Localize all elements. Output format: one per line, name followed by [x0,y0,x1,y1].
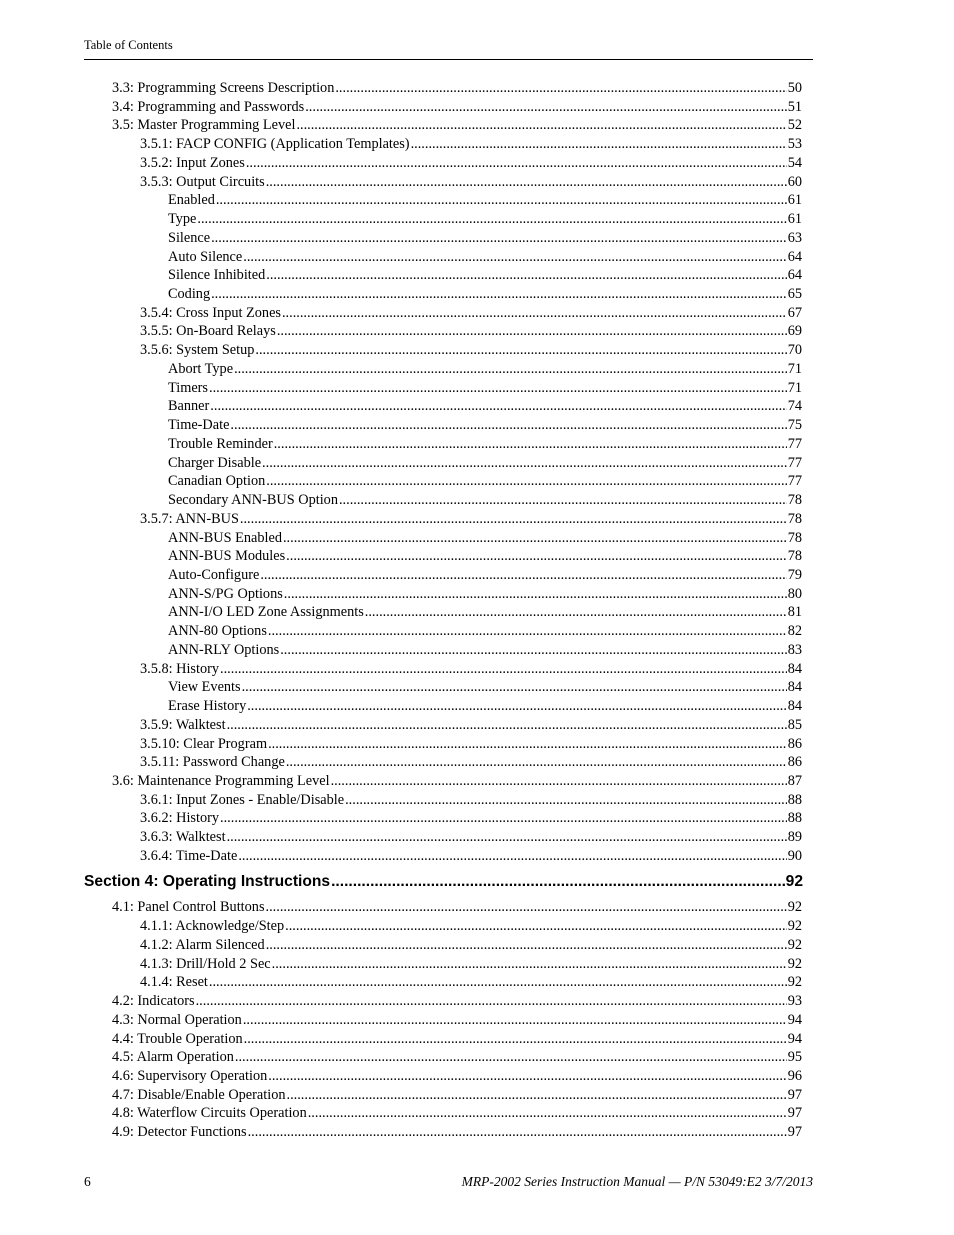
toc-entry-page: 77 [787,435,802,452]
toc-entry-page: 93 [787,993,802,1010]
toc-entry[interactable] [140,154,802,173]
dot-leader [209,973,787,992]
toc-entry[interactable] [140,791,802,810]
toc-entry-page: 75 [787,417,802,434]
dot-leader [331,873,785,892]
toc-entry-page: 95 [787,1049,802,1066]
toc-entry[interactable] [140,735,802,754]
toc-entry-page: 78 [787,529,802,546]
toc-entry-title: 3.5.2: Input Zones [140,154,245,171]
dot-leader [235,1048,787,1067]
header-rule [84,59,813,60]
toc-entry-title: 3.5.3: Output Circuits [140,173,265,190]
toc-entry-title: 3.5: Master Programming Level [112,117,296,134]
toc-entry-title: Silence Inhibited [168,267,266,284]
dot-leader [209,379,787,398]
dot-leader [211,285,787,304]
dot-leader [266,472,786,491]
toc-entry-page: 54 [787,154,802,171]
toc-entry[interactable] [112,1011,802,1030]
toc-entry-page: 84 [787,660,802,677]
dot-leader [216,191,787,210]
dot-leader [248,1123,787,1142]
toc-entry-title: 3.6.3: Walktest [140,829,226,846]
toc-entry-page: 92 [787,974,802,991]
toc-entry[interactable] [168,697,802,716]
toc-entry-page: 94 [787,1011,802,1028]
toc-entry[interactable] [140,828,802,847]
toc-entry-page: 88 [787,791,802,808]
toc-entry[interactable] [112,898,802,917]
toc-entry-title: 4.7: Disable/Enable Operation [112,1086,286,1103]
toc-entry-page: 88 [787,810,802,827]
toc-entry-page: 80 [787,585,802,602]
toc-entry[interactable] [168,454,802,473]
toc-entry[interactable] [168,529,802,548]
dot-leader [210,397,786,416]
running-header: Table of Contents [84,38,173,52]
toc-entry-page: 97 [787,1105,802,1122]
toc-entry-page: 60 [787,173,802,190]
toc-entry[interactable] [112,79,802,98]
toc-entry-title: Silence [168,229,211,246]
toc-entry-page: 83 [787,641,802,658]
toc-entry-page: 65 [787,286,802,303]
dot-leader [411,135,787,154]
toc-entry[interactable] [140,341,802,360]
toc-entry-title: 3.5.4: Cross Input Zones [140,304,281,321]
dot-leader [238,847,786,866]
dot-leader [286,547,787,566]
toc-entry-title: Timers [168,379,208,396]
toc-entry-title: 3.5.7: ANN-BUS [140,510,239,527]
toc-entry-page: 78 [787,548,802,565]
toc-entry-title: ANN-80 Options [168,623,267,640]
toc-entry[interactable] [168,191,802,210]
toc-entry-title: 4.2: Indicators [112,993,195,1010]
toc-entry-page: 97 [787,1086,802,1103]
dot-leader [266,173,787,192]
toc-entry-title: Type [168,211,197,228]
toc-entry-page: 78 [787,492,802,509]
toc-entry-page: 89 [787,829,802,846]
dot-leader [345,791,787,810]
toc-entry[interactable] [140,917,802,936]
toc-entry-page: 71 [787,360,802,377]
toc-entry-title: Erase History [168,698,247,715]
toc-entry-title: 4.1: Panel Control Buttons [112,899,265,916]
dot-leader [244,1030,787,1049]
toc-entry-title: 3.5.10: Clear Program [140,735,268,752]
dot-leader [240,510,787,529]
dot-leader [331,772,787,791]
toc-entry-title: 4.4: Trouble Operation [112,1030,243,1047]
toc-entry[interactable] [112,1030,802,1049]
toc-entry[interactable] [112,1067,802,1086]
toc-entry-page: 78 [787,510,802,527]
manual-title: MRP-2002 Series Instruction Manual — P/N 53049:E2 3/7/2013 [461,1174,813,1189]
toc-entry[interactable] [168,566,802,585]
toc-entry-title: 3.5.8: History [140,660,220,677]
toc-entry-page: 70 [787,342,802,359]
toc-entry-title: ANN-RLY Options [168,641,280,658]
dot-leader [285,917,787,936]
dot-leader [268,622,787,641]
toc-entry[interactable] [112,116,802,135]
toc-entry-page: 87 [787,773,802,789]
dot-leader [197,210,786,229]
toc-entry[interactable] [140,135,802,154]
toc-entry-page: 92 [787,936,802,953]
toc-entry-title: 4.1.1: Acknowledge/Step [140,918,285,935]
dot-leader [266,936,787,955]
toc-entry-title: 3.3: Programming Screens Description [112,80,335,96]
dot-leader [274,435,787,454]
toc-entry-page: 77 [787,473,802,490]
toc-entry-title: ANN-I/O LED Zone Assignments [168,604,364,621]
toc-entry-page: 86 [787,735,802,752]
toc-entry-page: 69 [787,323,802,340]
dot-leader [247,697,786,716]
dot-leader [242,678,787,697]
toc-entry[interactable] [112,1086,802,1105]
toc-entry-page: 92 [787,955,802,972]
dot-leader [268,735,787,754]
toc-entry-title: 3.4: Programming and Passwords [112,98,305,115]
toc-entry-title: Banner [168,398,210,415]
toc-entry-page: 79 [787,566,802,583]
dot-leader [220,660,787,679]
toc-entry[interactable] [168,397,802,416]
toc-entry-title: 3.6.2: History [140,810,220,827]
toc-entry[interactable] [112,1104,802,1123]
toc-entry[interactable] [168,285,802,304]
toc-entry[interactable] [140,847,802,866]
toc-entry[interactable] [140,973,802,992]
toc-entry-title: 3.6.1: Input Zones - Enable/Disable [140,791,345,808]
toc-entry[interactable] [112,772,802,791]
toc-entry-page: 63 [787,229,802,246]
toc-entry-title: 4.8: Waterflow Circuits Operation [112,1105,307,1122]
toc-entry-title: Charger Disable [168,454,262,471]
toc-entry-page: 82 [787,623,802,640]
toc-entry[interactable] [140,936,802,955]
toc-entry-page: 71 [787,379,802,396]
toc-entry[interactable] [140,173,802,192]
toc-entry-title: Trouble Reminder [168,435,273,452]
toc-entry-title: 4.9: Detector Functions [112,1124,247,1141]
toc-entry-page: 85 [787,716,802,733]
toc-entry-title: 3.5.9: Walktest [140,716,226,733]
toc-entry[interactable] [168,585,802,604]
toc-entry-page: 84 [787,679,802,696]
toc-entry-title: Enabled [168,192,215,209]
dot-leader [260,566,786,585]
page-number: 6 [84,1174,91,1189]
toc-entry-title: Secondary ANN-BUS Option [168,492,338,509]
dot-leader [255,341,786,360]
dot-leader [280,641,786,660]
toc-entry-title: Section 4: Operating Instructions [84,872,331,890]
toc-entry[interactable] [168,491,802,510]
toc-entry-page: 86 [787,754,802,771]
toc-entry-page: 94 [787,1030,802,1047]
toc-entry-page: 77 [787,454,802,471]
toc-entry-title: 3.5.1: FACP CONFIG (Application Templates) [140,136,410,153]
toc-entry[interactable] [168,416,802,435]
toc-entry[interactable] [140,304,802,323]
dot-leader [268,1067,786,1086]
toc-entry-title: Coding [168,286,211,303]
dot-leader [335,79,786,98]
toc-entry-page: 52 [787,117,802,134]
toc-entry[interactable] [112,1048,802,1067]
dot-leader [220,809,787,828]
toc-entry[interactable] [140,955,802,974]
toc-entry-page: 51 [787,98,802,115]
toc-entry-title: 4.6: Supervisory Operation [112,1067,268,1084]
toc-entry[interactable] [140,660,802,679]
toc-entry[interactable] [140,716,802,735]
toc-entry-title: 4.3: Normal Operation [112,1011,242,1028]
toc-entry-title: Auto-Configure [168,566,260,583]
toc-entry[interactable] [168,229,802,248]
toc-entry-title: Canadian Option [168,473,266,490]
dot-leader [277,322,787,341]
dot-leader [262,454,787,473]
toc-entry-title: Time-Date [168,417,230,434]
toc-entry-title: 4.1.4: Reset [140,974,208,991]
toc-entry-title: 3.6.4: Time-Date [140,847,238,864]
toc-entry-title: ANN-BUS Modules [168,548,286,565]
toc-entry-title: 3.5.5: On-Board Relays [140,323,276,340]
toc-entry-page: 61 [787,211,802,228]
toc-entry-title: 3.5.6: System Setup [140,342,255,359]
dot-leader [296,116,786,135]
toc-entry-title: 4.1.2: Alarm Silenced [140,936,265,953]
dot-leader [365,603,787,622]
dot-leader [211,229,787,248]
toc-entry[interactable] [112,98,802,117]
dot-leader [266,266,786,285]
dot-leader [272,955,787,974]
toc-entry-page: 92 [787,899,802,916]
toc-entry-page: 90 [787,847,802,864]
toc-entry[interactable] [168,435,802,454]
toc-entry[interactable] [168,266,802,285]
dot-leader [308,1104,787,1123]
toc-entry[interactable] [168,360,802,379]
toc-entry-title: 3.6: Maintenance Programming Level [112,773,330,789]
toc-entry-title: Abort Type [168,360,234,377]
dot-leader [227,828,787,847]
dot-leader [287,1086,787,1105]
toc-entry-title: Auto Silence [168,248,243,265]
toc-entry[interactable] [168,622,802,641]
toc-entry[interactable] [168,248,802,267]
toc-entry-title: 3.5.11: Password Change [140,754,285,771]
dot-leader [266,898,787,917]
toc-entry-title: ANN-S/PG Options [168,585,283,602]
dot-leader [227,716,787,735]
dot-leader [286,753,787,772]
toc-entry-page: 81 [787,604,802,621]
toc-entry[interactable] [168,472,802,491]
toc-entry-title: 4.1.3: Drill/Hold 2 Sec [140,955,271,972]
dot-leader [284,585,787,604]
toc-entry-page: 74 [787,398,802,415]
toc-entry-page: 53 [787,136,802,153]
toc-entry-page: 67 [787,304,802,321]
dot-leader [196,992,787,1011]
dot-leader [243,248,786,267]
toc-entry[interactable] [112,992,802,1011]
toc-entry-page: 97 [787,1124,802,1141]
toc-entry[interactable] [168,379,802,398]
dot-leader [234,360,787,379]
toc-section-heading[interactable] [84,873,803,892]
toc-entry[interactable] [112,1123,802,1142]
toc-entry-page: 92 [785,872,803,890]
dot-leader [339,491,787,510]
toc-entry-title: View Events [168,679,241,696]
toc-entry-page: 64 [787,248,802,265]
toc-entry-page: 61 [787,192,802,209]
toc-entry[interactable] [140,322,802,341]
dot-leader [282,304,787,323]
toc-entry[interactable] [168,603,802,622]
toc-entry[interactable] [168,678,802,697]
toc-entry-title: ANN-BUS Enabled [168,529,282,546]
toc-entry-page: 84 [787,698,802,715]
toc-entry[interactable] [140,753,802,772]
toc-entry-page: 64 [787,267,802,284]
toc-entry[interactable] [140,809,802,828]
toc-entry[interactable] [168,547,802,566]
toc-entry[interactable] [140,510,802,529]
toc-entry[interactable] [168,210,802,229]
toc-entry-title: 4.5: Alarm Operation [112,1049,234,1066]
toc-entry-page: 92 [787,918,802,935]
dot-leader [230,416,786,435]
toc-entry[interactable] [168,641,802,660]
toc-entry-page: 96 [787,1067,802,1084]
dot-leader [283,529,787,548]
dot-leader [243,1011,787,1030]
dot-leader [246,154,787,173]
dot-leader [305,98,786,117]
toc-entry-page: 50 [787,80,802,96]
